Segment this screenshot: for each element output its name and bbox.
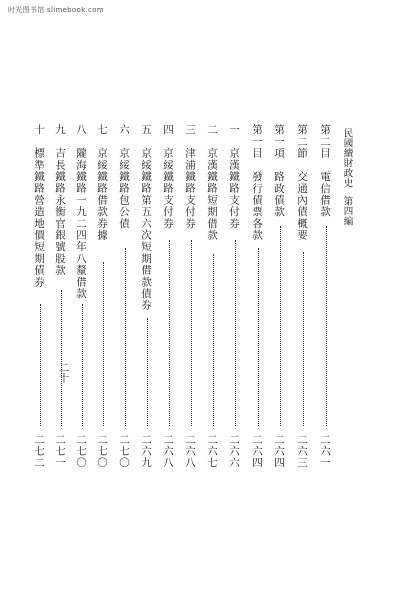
- toc-entry[interactable]: [119, 124, 132, 468]
- dot-leader: [82, 304, 83, 426]
- dot-leader: [169, 240, 170, 426]
- toc-entry[interactable]: [229, 124, 242, 468]
- toc-entry[interactable]: [141, 124, 154, 468]
- toc-entry-page: 二七一: [54, 433, 66, 468]
- dot-leader: [40, 304, 41, 426]
- toc-entry-label: 一 京漢鐵路支付券: [228, 124, 240, 230]
- toc-entry[interactable]: [163, 124, 176, 468]
- toc-entry[interactable]: [252, 124, 265, 468]
- dot-leader: [280, 226, 281, 426]
- toc-entry[interactable]: [207, 124, 220, 468]
- toc-entry-label: 四 京綏鐵路支付券: [162, 124, 174, 230]
- toc-entry[interactable]: [97, 124, 110, 468]
- dot-leader: [61, 290, 62, 426]
- toc-entry-label: 九 吉長鐵路永衡官銀號股款: [54, 124, 66, 277]
- dot-leader: [258, 248, 259, 426]
- dot-leader: [326, 226, 327, 426]
- toc-entry-label: 二 京漢鐵路短期借款: [206, 124, 218, 242]
- toc-entry-page: 二六四: [251, 433, 263, 468]
- toc-entry-label: 第一項 路政債款: [273, 124, 285, 218]
- toc-entry[interactable]: [274, 124, 287, 468]
- toc-entry-label: 十 標準鐵路營造地價短期債券: [33, 124, 45, 288]
- dot-leader: [125, 248, 126, 426]
- toc-entry-label: 第一目 發行債票各款: [251, 124, 263, 242]
- toc-entry-label: 三 津浦鐵路支付券: [184, 124, 196, 230]
- toc-entry-page: 二六三: [296, 433, 308, 468]
- toc-entry[interactable]: [34, 124, 47, 468]
- page-number: 二十: [57, 362, 70, 383]
- toc-entry[interactable]: [55, 124, 68, 468]
- dot-leader: [147, 318, 148, 426]
- toc-entry-page: 二六一: [319, 433, 331, 468]
- toc-entry-page: 二六四: [273, 433, 285, 468]
- running-header: [342, 128, 352, 226]
- toc-entry-label: 六 京綏鐵路包公債: [118, 124, 130, 230]
- toc-entry-page: 二六七: [206, 433, 218, 468]
- toc-entry[interactable]: [297, 124, 310, 468]
- toc-entry-page: 二六六: [228, 433, 240, 468]
- toc-entry[interactable]: [320, 124, 333, 468]
- toc-entry-page: 二六八: [162, 433, 174, 468]
- book-title: 民國續財政史: [341, 128, 353, 188]
- volume-label: 第四編: [341, 196, 353, 226]
- toc-entry[interactable]: [76, 124, 89, 468]
- toc-entry-page: 二七〇: [96, 433, 108, 468]
- dot-leader: [213, 254, 214, 426]
- dot-leader: [303, 252, 304, 426]
- toc-entry-label: 第二節 交通內債概要: [296, 124, 308, 242]
- toc-entry-page: 二六八: [184, 433, 196, 468]
- dot-leader: [191, 240, 192, 426]
- toc-entry-page: 二七二: [33, 433, 45, 468]
- watermark-text: 时光图书馆 slimebook.com: [8, 6, 104, 14]
- toc-entry-label: 五 京綏鐵路第五六次短期借款債券: [140, 124, 152, 312]
- dot-leader: [235, 240, 236, 426]
- toc-entry-label: 第二目 電信借款: [319, 124, 331, 218]
- toc-entry-page: 二六九: [140, 433, 152, 468]
- toc-entry[interactable]: [185, 124, 198, 468]
- toc-entry-page: 二七〇: [118, 433, 130, 468]
- dot-leader: [103, 262, 104, 426]
- toc-entry-label: 七 京綏鐵路借款券據: [96, 124, 108, 242]
- toc-entry-label: 八 隴海鐵路一九二四年八釐借款: [75, 124, 87, 300]
- toc-entry-page: 二七〇: [75, 433, 87, 468]
